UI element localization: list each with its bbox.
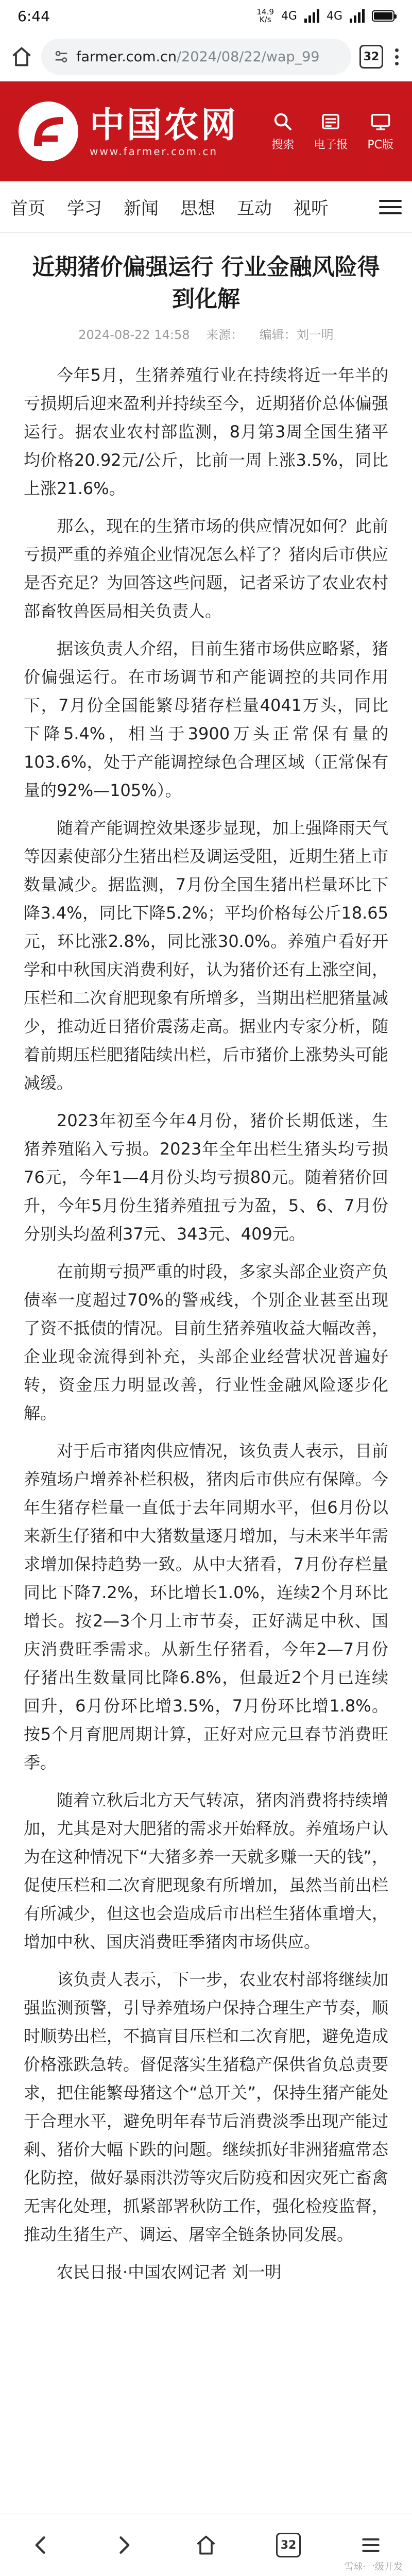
site-header xyxy=(0,81,412,181)
site-logo[interactable] xyxy=(90,105,271,158)
url-path: /2024/08/22/wap_99 xyxy=(177,48,320,65)
menu-button[interactable] xyxy=(357,2531,385,2559)
forward-button[interactable] xyxy=(110,2531,138,2559)
article-paragraph: 今年5月，生猪养殖行业在持续将近一年半的亏损期后迎来盈利并持续至今，近期猪价总体偏强运行。据农业农村部监测，8月第3周全国生猪平均价格20.92元/公斤，比前一周上涨3.5%，同比上涨21.6%。 xyxy=(24,365,388,498)
article-paragraph: 据该负责人介绍，目前生猪市场供应略紧，猪价偏强运行。在市场调节和产能调控的共同作用下，7月份全国能繁母猪存栏量4041万头，同比下降5.4%，相当于3900万头正常保有量的103.6%，处于产能调控绿色合理区域（正常保有量的92%—105%）。 xyxy=(24,639,388,800)
tabs-button[interactable] xyxy=(274,2531,302,2559)
nav-item-study[interactable]: 学习 xyxy=(67,198,102,219)
site-title: 中国农网 xyxy=(90,105,238,146)
search-icon xyxy=(272,111,293,132)
nav-item-video[interactable]: 视听 xyxy=(294,198,329,219)
network-speed: 14.9 K/s xyxy=(256,7,274,24)
article-paragraph: 2023年初至今年4月份，猪价长期低迷，生猪养殖陷入亏损。2023年全年出栏生猪头均亏损76元，今年1—4月份头均亏损80元。随着猪价回升，今年5月份生猪养殖扭亏为盈，5、6、7月份分别头均盈利37元、343元、409元。 xyxy=(24,1111,388,1244)
signal-icon xyxy=(304,9,319,23)
article-signature: 农民日报·中国农网记者 刘一明 xyxy=(57,2262,282,2282)
status-bar xyxy=(0,0,412,32)
url-bar[interactable] xyxy=(41,39,351,75)
forward-arrow-icon xyxy=(112,2534,135,2556)
channel-nav xyxy=(0,181,412,233)
article-paragraph: 该负责人表示，下一步，农业农村部将继续加强监测预警，引导养殖场户保持合理生产节奏，顺时顺势出栏，不搞盲目压栏和二次育肥，避免造成价格涨跌急转。督促落实生猪稳产保供省负总责要求，把住能繁母猪这个“总开关”，保持生猪产能处于合理水平，避免明年春节后消费淡季出现产能过剩、猪价大幅下跌的问题。继续抓好非洲猪瘟常态化防控，做好暴雨洪涝等灾后防疫和因灾死亡畜禽无害化处理，抓紧部署秋防工作，强化检疫监督，推动生猪生产、调运、屠宰全链条协同发展。 xyxy=(24,1970,388,2244)
article-paragraph: 对于后市猪肉供应情况，该负责人表示，目前养殖场户增养补栏积极，猪肉后市供应有保障。今年生猪存栏量一直低于去年同期水平，但6月份以来新生仔猪和中大猪数量逐月增加，与未来半年需求增加保持趋势一致。从中大猪看，7月份存栏量同比下降7.2%，环比增长1.0%，连续2个月环比增长。按2—3个月上市节奏，正好满足中秋、国庆消费旺季需求。从新生仔猪看，今年2—7月份仔猪出生数量同比降6.8%，但最近2个月已连续回升，6月份环比增3.5%，7月份环比增1.8%。按5个月育肥周期计算，正好对应元旦春节消费旺季。 xyxy=(24,1441,388,1772)
browser-toolbar xyxy=(0,32,412,81)
network-type-1: 4G xyxy=(281,9,297,23)
watermark: 雪球·一级开发 xyxy=(344,2562,403,2572)
back-arrow-icon xyxy=(30,2534,53,2556)
search-button[interactable]: 搜索 xyxy=(271,111,294,152)
status-indicators xyxy=(257,8,395,24)
tabs-button[interactable] xyxy=(359,45,383,69)
more-menu-icon[interactable] xyxy=(391,48,402,65)
desktop-icon xyxy=(370,111,391,132)
nav-item-home[interactable]: 首页 xyxy=(10,198,45,219)
article-author: 编辑：刘一明 xyxy=(259,328,334,342)
site-logo-icon[interactable] xyxy=(19,101,78,161)
pc-version-button[interactable]: PC版 xyxy=(367,111,393,152)
signal-icon xyxy=(350,9,365,23)
site-settings-icon[interactable] xyxy=(54,49,69,64)
battery-icon xyxy=(372,10,394,22)
article-paragraph: 在前期亏损严重的时段，多家头部企业资产负债率一度超过70%的警戒线，个别企业甚至出现了资不抵债的情况。目前生猪养殖收益大幅改善，企业现金流得到补充，头部企业经营状况普遍好转，资金压力明显改善，行业性金融风险逐步化解。 xyxy=(24,1262,388,1423)
tab-count: 32 xyxy=(276,2533,301,2557)
newspaper-icon xyxy=(320,111,341,132)
article-date: 2024-08-22 14:58 xyxy=(78,328,190,342)
home-icon xyxy=(195,2534,217,2556)
article-meta xyxy=(24,325,388,343)
article-source: 来源： xyxy=(206,328,244,342)
home-button[interactable] xyxy=(192,2531,220,2559)
browser-bottom-bar xyxy=(0,2514,412,2576)
network-type-2: 4G xyxy=(326,9,342,23)
url-host: farmer.com.cn xyxy=(76,48,177,65)
nav-item-interaction[interactable]: 互动 xyxy=(237,198,272,219)
tab-count: 32 xyxy=(363,50,380,63)
menu-icon[interactable] xyxy=(379,200,402,214)
header-actions xyxy=(271,111,393,152)
article-paragraph: 那么，现在的生猪市场的供应情况如何？此前亏损严重的养殖企业情况怎么样了？猪肉后市供应是否充足？为回答这些问题，记者采访了农业农村部畜牧兽医局相关负责人。 xyxy=(24,516,388,621)
article-paragraph: 随着立秋后北方天气转凉，猪肉消费将持续增加，尤其是对大肥猪的需求开始释放。养殖场户认为在这种情况下“大猪多养一天就多赚一天的钱”，促使压栏和二次育肥现象有所增加，虽然当前出栏有所减少，但这也会造成后市出栏生猪体重增大，增加中秋、国庆消费旺季猪肉市场供应。 xyxy=(24,1790,388,1952)
epaper-button[interactable]: 电子报 xyxy=(314,111,348,152)
article-paragraph: 随着产能调控效果逐步显现，加上强降雨天气等因素使部分生猪出栏及调运受阻，近期生猪上市数量减少。据监测，7月份全国生猪出栏量环比下降3.4%，同比下降5.2%；平均价格每公斤18.65元，环比涨2.8%，同比涨30.0%。养殖户看好开学和中秋国庆消费利好，认为猪价还有上涨空间，压栏和二次育肥现象有所增多，当期出栏肥猪量减少，推动近日猪价震荡走高。据业内专家分析，随着前期压栏肥猪陆续出栏，后市猪价上涨势头可能减缓。 xyxy=(24,818,388,1093)
back-button[interactable] xyxy=(27,2531,55,2559)
nav-item-thought[interactable]: 思想 xyxy=(180,198,215,219)
nav-item-news[interactable]: 新闻 xyxy=(124,198,159,219)
site-domain: www.farmer.com.cn xyxy=(90,145,218,158)
article xyxy=(0,233,412,2286)
home-icon[interactable] xyxy=(10,45,33,68)
status-time: 6:44 xyxy=(18,7,50,25)
article-title: 近期猪价偏强运行 行业金融风险得到化解 xyxy=(32,254,380,312)
hamburger-menu-icon xyxy=(359,2534,382,2556)
